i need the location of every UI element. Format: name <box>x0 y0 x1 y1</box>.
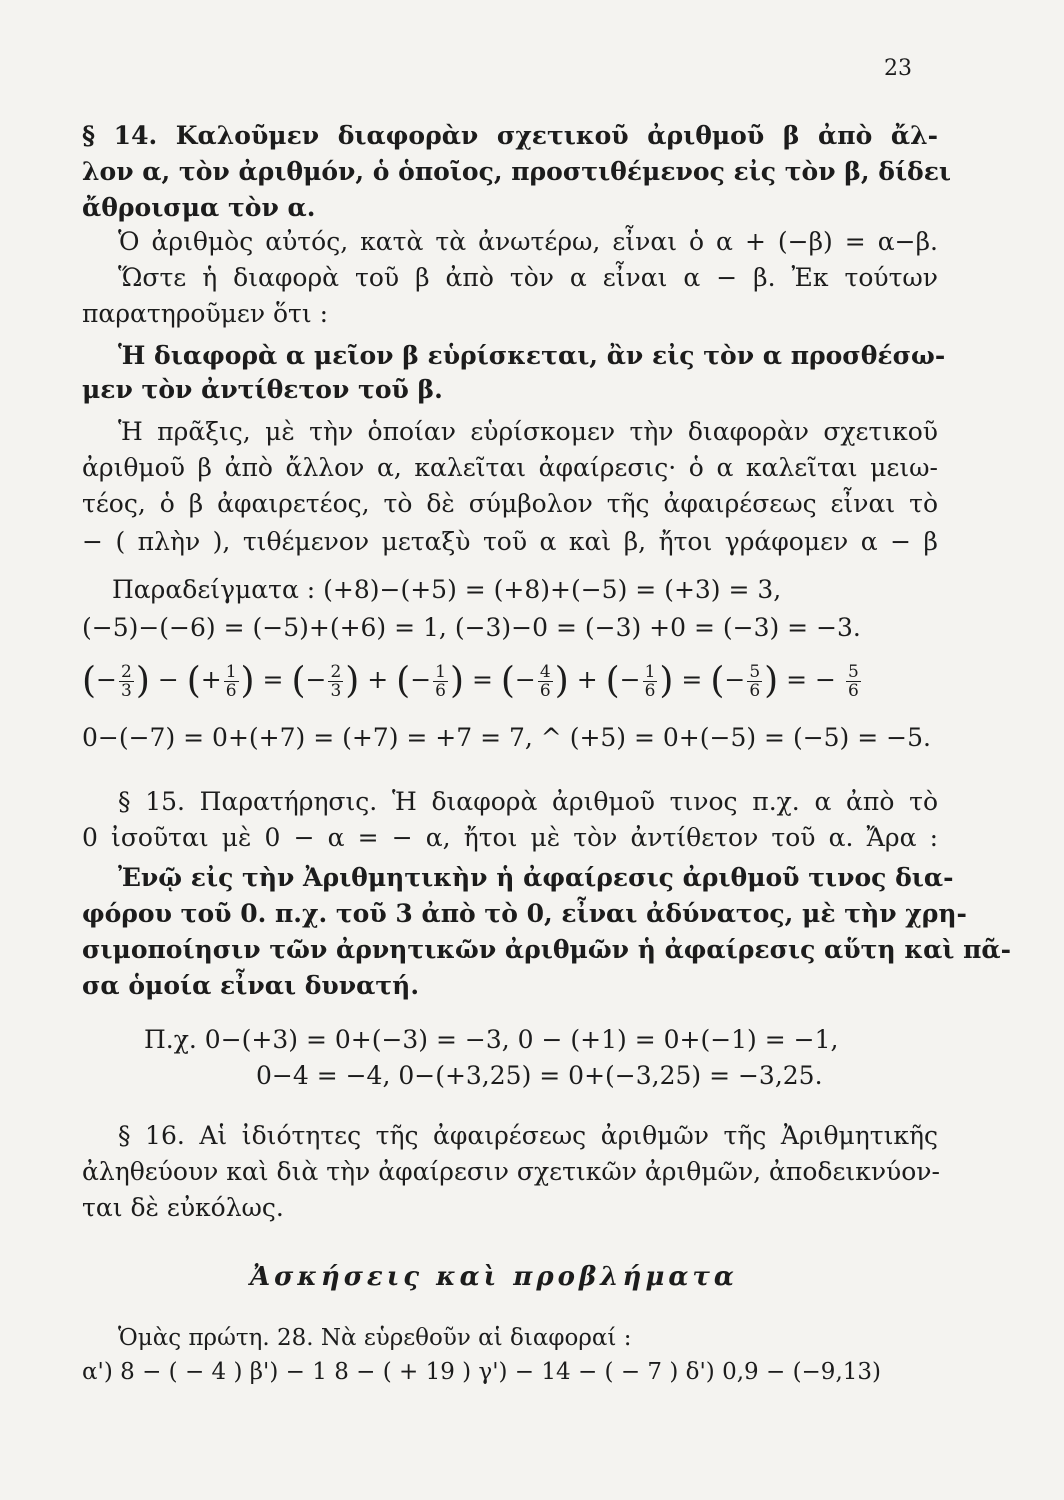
fraction: $\frac{5}{6}$ <box>847 662 859 701</box>
examples-line: 0−4 = −4, 0−(+3,25) = 0+(−3,25) = −3,25. <box>256 1061 823 1090</box>
text-line: § 14. Καλοῦμεν διαφορὰν σχετικοῦ ἀριθμοῦ β ἀπὸ ἄλ- <box>82 121 938 150</box>
fraction: $\frac{4}{6}$ <box>539 662 551 701</box>
examples-line: Π.χ. 0−(+3) = 0+(−3) = −3, 0 − (+1) = 0+(−1) = −1, <box>144 1025 839 1054</box>
page-number: 23 <box>884 56 912 81</box>
text-line: Ὥστε ἡ διαφορὰ τοῦ β ἀπὸ τὸν α εἶναι α − β. Ἐκ τούτων <box>118 263 938 292</box>
fraction: $\frac{2}{3}$ <box>121 662 132 701</box>
text-line: Ἡ διαφορὰ α μεῖον β εὑρίσκεται, ἂν εἰς τὸν α προσθέσω- <box>118 341 946 370</box>
text-line: φόρου τοῦ 0. π.χ. τοῦ 3 ἀπὸ τὸ 0, εἶναι ἀδύνατος, μὲ τὴν χρη- <box>82 899 967 928</box>
text-line: − ( πλὴν ), τιθέμενον μεταξὺ τοῦ α καὶ β, ἤτοι γράφομεν α − β <box>82 527 938 556</box>
fraction: $\frac{1}{6}$ <box>435 662 446 701</box>
text-line: ται δὲ εὐκόλως. <box>82 1193 284 1222</box>
text-line: § 16. Αἱ ἰδιότητες τῆς ἀφαιρέσεως ἀριθμῶν τῆς Ἀριθμητικῆς <box>118 1121 938 1150</box>
text-line: τέος, ὁ β ἀφαιρετέος, τὸ δὲ σύμβολον τῆς ἀφαιρέσεως εἶναι τὸ <box>82 489 938 518</box>
text-line: 0 ἰσοῦται μὲ 0 − α = − α, ἤτοι μὲ τὸν ἀντίθετον τοῦ α. Ἄρα : <box>82 823 938 852</box>
exercise-line: Ὁμὰς πρώτη. 28. Νὰ εὑρεθοῦν αἱ διαφοραί : <box>118 1325 632 1351</box>
fraction: $\frac{1}{6}$ <box>644 662 656 701</box>
fraction-examples-line: (− $\frac{2}{3}$ ) − (+ $\frac{1}{6}$ ) = (− $\frac{2}{3}$ ) + (− $\frac{1}{6}$ ) = (− $\frac{4}{6}$ ) + (− $\frac{1}{6}$ ) = (− $\frac{5}{6}$ ) = − $\frac{5}{6}$ <box>82 660 859 702</box>
text-line: ἄθροισμα τὸν α. <box>82 193 316 222</box>
text-line: μεν τὸν ἀντίθετον τοῦ β. <box>82 375 443 404</box>
fraction: $\frac{5}{6}$ <box>749 662 761 701</box>
text-line: ἀριθμοῦ β ἀπὸ ἄλλον α, καλεῖται ἀφαίρεσις· ὁ α καλεῖται μειω- <box>82 453 938 482</box>
exercise-line: α') 8 − ( − 4 ) β') − 1 8 − ( + 19 ) γ') − 14 − ( − 7 ) δ') 0,9 − (−9,13) <box>82 1359 881 1385</box>
fraction: $\frac{2}{3}$ <box>330 662 342 701</box>
text-line: σα ὁμοία εἶναι δυνατή. <box>82 971 420 1000</box>
examples-line: (−5)−(−6) = (−5)+(+6) = 1, (−3)−0 = (−3) +0 = (−3) = −3. <box>82 613 861 642</box>
text-line: Ἡ πρᾶξις, μὲ τὴν ὁποίαν εὑρίσκομεν τὴν διαφορὰν σχετικοῦ <box>118 417 938 446</box>
text-line: § 15. Παρατήρησις. Ἡ διαφορὰ ἀριθμοῦ τινος π.χ. α ἀπὸ τὸ <box>118 787 938 816</box>
section-heading: Ἀσκήσεις καὶ προβλήματα <box>250 1262 738 1292</box>
fraction: $\frac{1}{6}$ <box>225 662 237 701</box>
text-line: παρατηροῦμεν ὅτι : <box>82 299 329 328</box>
examples-line: 0−(−7) = 0+(+7) = (+7) = +7 = 7, ^ (+5) = 0+(−5) = (−5) = −5. <box>82 723 931 752</box>
text-line: ἀληθεύουν καὶ διὰ τὴν ἀφαίρεσιν σχετικῶν ἀριθμῶν, ἀποδεικνύον- <box>82 1157 940 1186</box>
text-line: Ὁ ἀριθμὸς αὐτός, κατὰ τὰ ἀνωτέρω, εἶναι ὁ α + (−β) = α−β. <box>118 227 938 256</box>
text-line: σιμοποίησιν τῶν ἀρνητικῶν ἀριθμῶν ἡ ἀφαίρεσις αὕτη καὶ πᾶ- <box>82 935 1012 964</box>
examples-line: Παραδείγματα : (+8)−(+5) = (+8)+(−5) = (+3) = 3, <box>112 575 782 604</box>
text-line: λον α, τὸν ἀριθμόν, ὁ ὁποῖος, προστιθέμενος εἰς τὸν β, δίδει <box>82 157 952 186</box>
text-line: Ἐνῷ εἰς τὴν Ἀριθμητικὴν ἡ ἀφαίρεσις ἀριθμοῦ τινος δια- <box>118 863 954 892</box>
